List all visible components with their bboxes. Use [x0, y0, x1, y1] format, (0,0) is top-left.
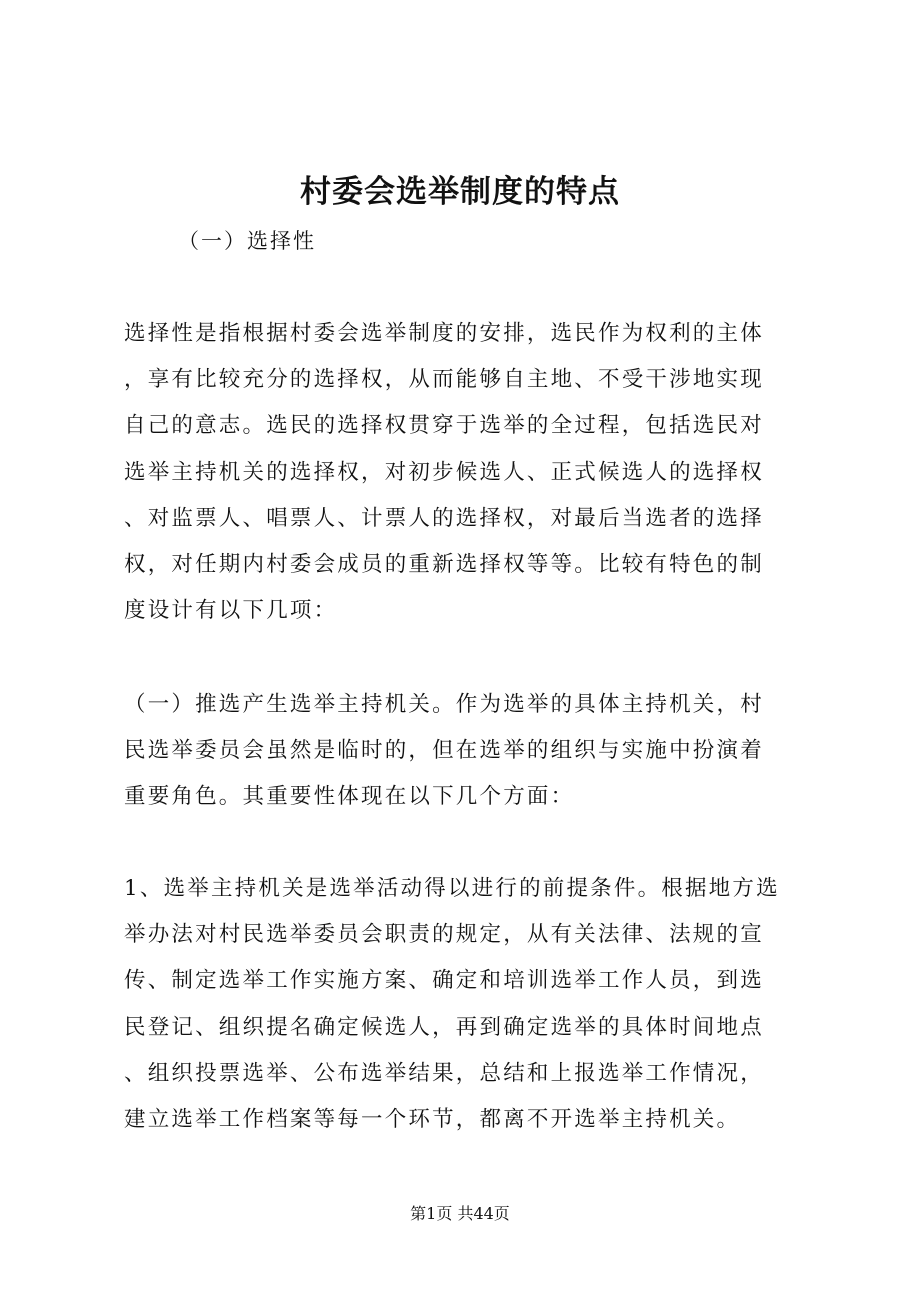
paragraph-line: （一）推选产生选举主持机关。作为选举的具体主持机关，村: [124, 692, 764, 717]
paragraph-line: 重要角色。其重要性体现在以下几个方面：: [124, 784, 575, 810]
paragraph-line: 自己的意志。选民的选择权贯穿于选举的全过程，包括选民对: [124, 413, 764, 439]
paragraph-line: 、对监票人、唱票人、计票人的选择权，对最后当选者的选择: [124, 505, 764, 531]
paragraph-election-committee: [124, 682, 804, 821]
paragraph-line: 传、制定选举工作实施方案、确定和培训选举工作人员，到选: [124, 968, 764, 994]
paragraph-line: ，享有比较充分的选择权，从而能够自主地、不受干涉地实现: [124, 367, 764, 393]
paragraph-line: 选择性是指根据村委会选举制度的安排，选民作为权利的主体: [124, 321, 764, 346]
paragraph-line: 建立选举工作档案等每一个环节，都离不开选举主持机关。: [124, 1107, 741, 1133]
paragraph-selectivity: [124, 311, 804, 634]
paragraph-line: 1、选举主持机关是选举活动得以进行的前提条件。根据地方选: [124, 876, 780, 901]
document-title: 村委会选举制度的特点: [300, 174, 620, 210]
paragraph-line: 权，对任期内村委会成员的重新选择权等等。比较有特色的制: [124, 552, 764, 578]
paragraph-line: 民选举委员会虽然是临时的，但在选举的组织与实施中扮演着: [124, 738, 764, 764]
paragraph-line: 民登记、组织提名确定候选人，再到确定选举的具体时间地点: [124, 1014, 764, 1040]
paragraph-line: 选举主持机关的选择权，对初步候选人、正式候选人的选择权: [124, 459, 764, 485]
paragraph-line: 、组织投票选举、公布选举结果，总结和上报选举工作情况，: [124, 1060, 764, 1086]
paragraph-line: 举办法对村民选举委员会职责的规定，从有关法律、法规的宣: [124, 922, 764, 948]
paragraph-line: 度设计有以下几项：: [124, 598, 338, 624]
paragraph-point-1: [124, 866, 804, 1143]
page-footer: 第1页 共44页: [410, 1204, 510, 1223]
section-heading: （一）选择性: [178, 229, 316, 253]
